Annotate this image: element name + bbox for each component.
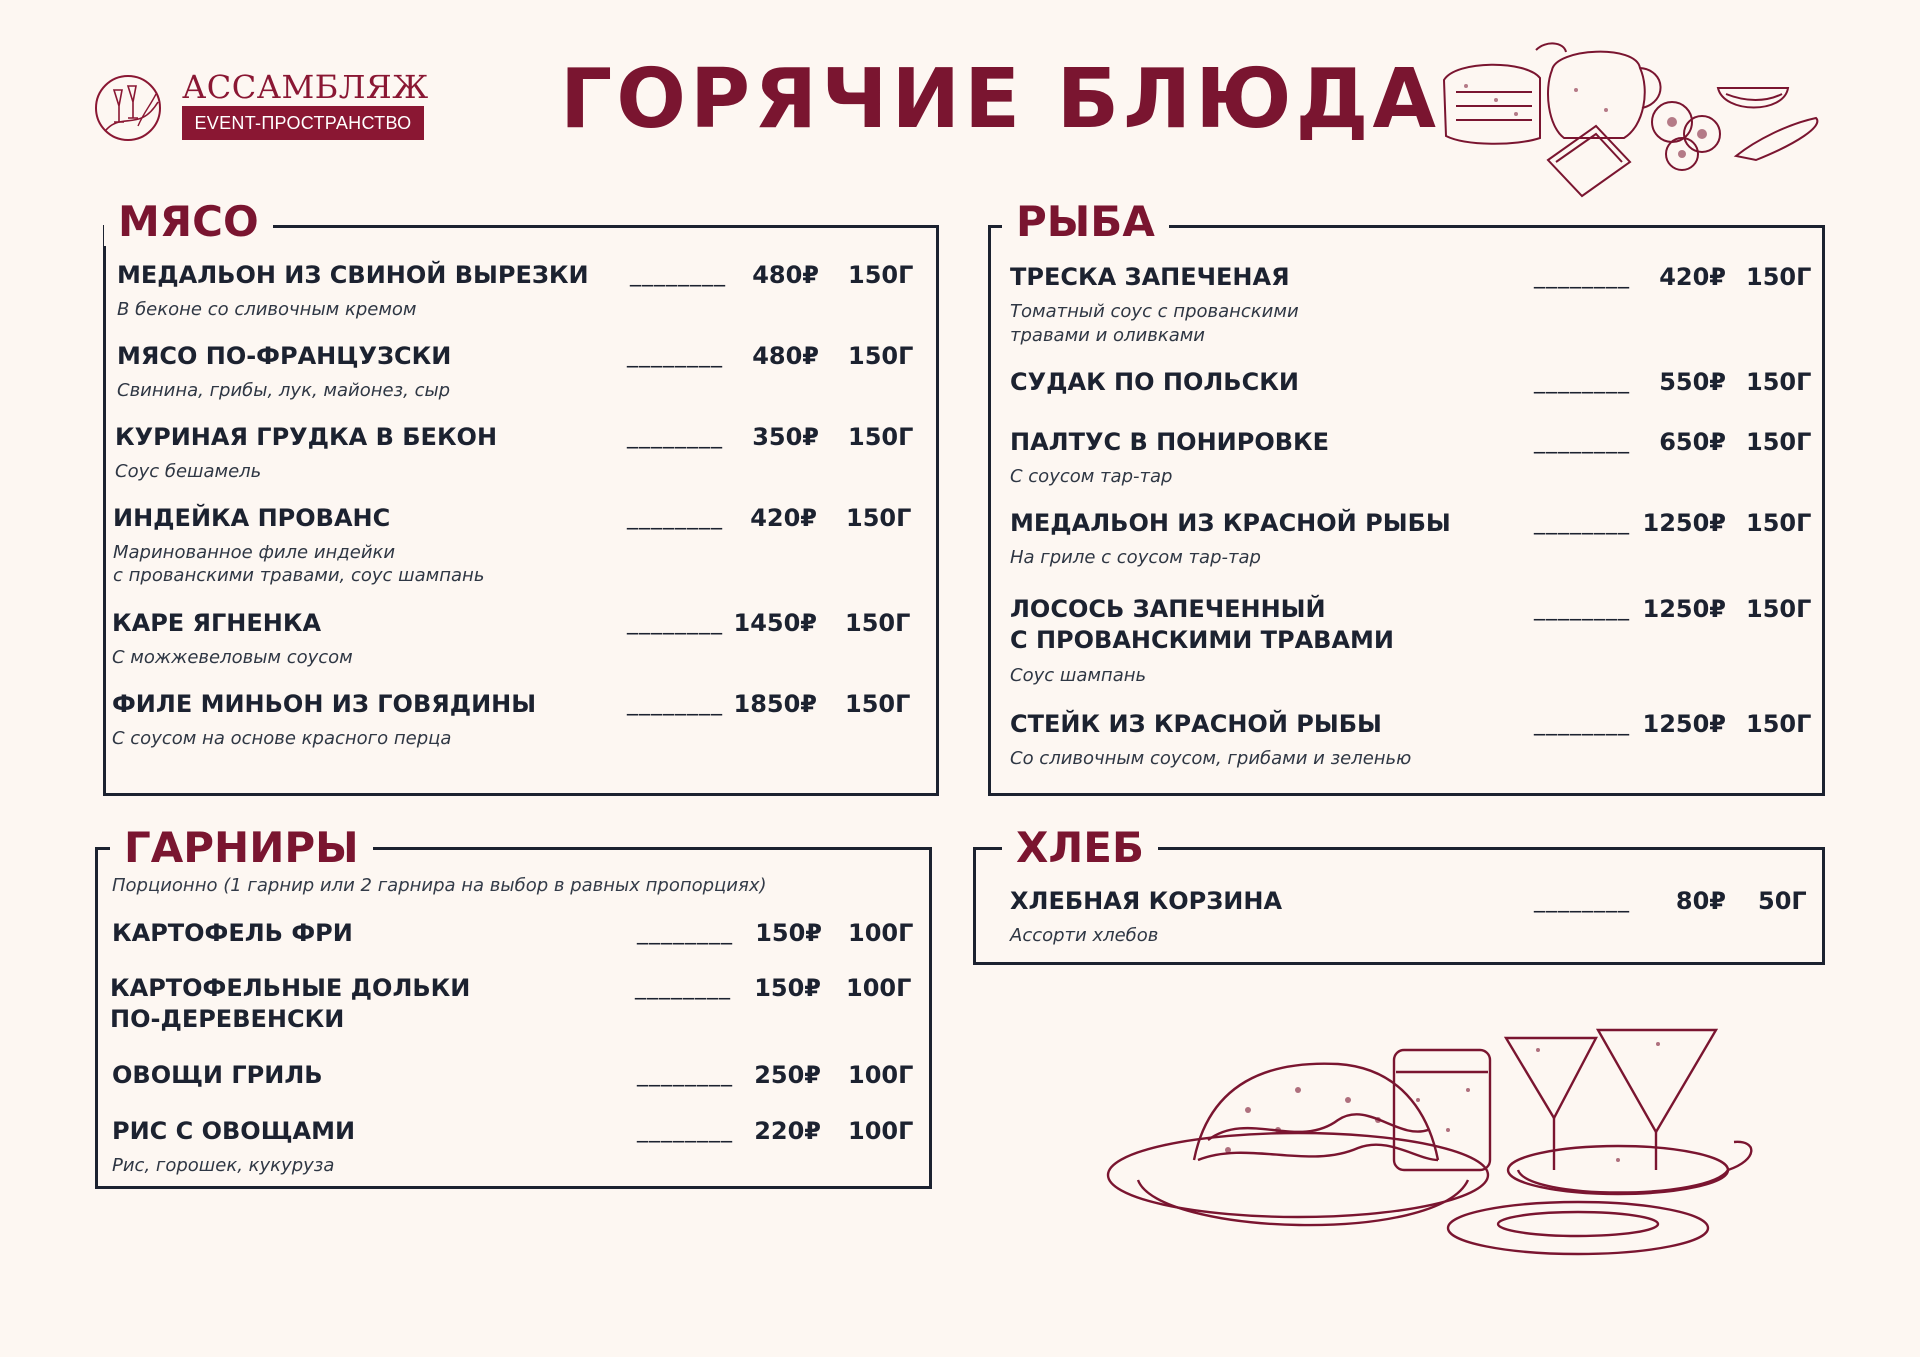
item-description: Соус шампань [1010, 665, 1147, 686]
item-weight: 50Г [1758, 887, 1807, 915]
section-title-fish: РЫБА [1002, 198, 1169, 246]
item-description-line2: с прованскими травами, соус шампань [113, 565, 485, 586]
item-price: 1450₽ [733, 609, 817, 637]
item-leader: ________ [627, 691, 723, 716]
item-weight: 150Г [1746, 509, 1812, 537]
item-price: 1250₽ [1642, 710, 1726, 738]
item-price: 480₽ [752, 261, 819, 289]
item-leader: ________ [1534, 429, 1630, 454]
item-price: 150₽ [755, 919, 822, 947]
item-name: РИС С ОВОЩАМИ [112, 1117, 356, 1145]
item-weight: 150Г [846, 504, 912, 532]
item-name: ТРЕСКА ЗАПЕЧЕНАЯ [1010, 263, 1290, 291]
item-price: 420₽ [1659, 263, 1726, 291]
item-price: 1850₽ [733, 690, 817, 718]
item-description: Свинина, грибы, лук, майонез, сыр [117, 380, 451, 401]
champagne-glasses-icon [92, 72, 168, 142]
item-name-line2: ПО-ДЕРЕВЕНСКИ [110, 1005, 345, 1033]
pasta-and-dishes-illustration-icon [1098, 1020, 1758, 1270]
item-name: КУРИНАЯ ГРУДКА В БЕКОН [115, 423, 498, 451]
item-leader: ________ [627, 424, 723, 449]
item-weight: 150Г [1746, 263, 1812, 291]
section-title-bread: ХЛЕБ [1002, 824, 1158, 872]
item-weight: 150Г [848, 342, 914, 370]
item-price: 80₽ [1675, 887, 1726, 915]
brand-name: АССАМБЛЯЖ [182, 68, 429, 106]
item-name: ИНДЕЙКА ПРОВАНС [113, 504, 391, 532]
item-price: 480₽ [752, 342, 819, 370]
brand-tag: EVENT-ПРОСТРАНСТВО [182, 106, 424, 140]
item-leader: ________ [637, 1118, 733, 1143]
item-description: С соусом на основе красного перца [112, 728, 452, 749]
item-weight: 150Г [1746, 710, 1812, 738]
item-description: С можжевеловым соусом [112, 647, 353, 668]
item-description: С соусом тар-тар [1010, 466, 1173, 487]
item-price: 220₽ [754, 1117, 821, 1145]
item-weight: 100Г [846, 974, 912, 1002]
item-leader: ________ [635, 975, 731, 1000]
item-name: МЕДАЛЬОН ИЗ КРАСНОЙ РЫБЫ [1010, 509, 1451, 537]
section-title-sides: ГАРНИРЫ [110, 824, 373, 872]
item-name: ПАЛТУС В ПОНИРОВКЕ [1010, 428, 1330, 456]
item-leader: ________ [1534, 888, 1630, 913]
item-price: 350₽ [752, 423, 819, 451]
item-description: В беконе со сливочным кремом [117, 299, 417, 320]
item-weight: 150Г [1746, 428, 1812, 456]
item-weight: 150Г [845, 609, 911, 637]
item-weight: 150Г [848, 423, 914, 451]
item-weight: 100Г [848, 1117, 914, 1145]
item-name: МЯСО ПО-ФРАНЦУЗСКИ [117, 342, 452, 370]
item-price: 1250₽ [1642, 509, 1726, 537]
item-leader: ________ [637, 1062, 733, 1087]
item-name: КАРТОФЕЛЬНЫЕ ДОЛЬКИ [110, 974, 471, 1002]
item-description: На гриле с соусом тар-тар [1010, 547, 1261, 568]
item-weight: 100Г [848, 1061, 914, 1089]
item-leader: ________ [1534, 369, 1630, 394]
item-name: ЛОСОСЬ ЗАПЕЧЕННЫЙ [1010, 595, 1326, 623]
item-description: Соус бешамель [115, 461, 262, 482]
item-leader: ________ [627, 610, 723, 635]
item-description: Маринованное филе индейки [113, 542, 396, 563]
item-name: КАРТОФЕЛЬ ФРИ [112, 919, 353, 947]
item-price: 150₽ [754, 974, 821, 1002]
item-weight: 150Г [1746, 595, 1812, 623]
item-leader: ________ [627, 505, 723, 530]
brand-logo [92, 68, 432, 148]
item-price: 420₽ [750, 504, 817, 532]
page-title: ГОРЯЧИЕ БЛЮДА [560, 52, 1441, 147]
item-description-line2: травами и оливками [1010, 325, 1206, 346]
item-price: 550₽ [1659, 368, 1726, 396]
item-description: Томатный соус с прованскими [1010, 301, 1299, 322]
item-description: Ассорти хлебов [1010, 925, 1159, 946]
item-name: КАРЕ ЯГНЕНКА [112, 609, 322, 637]
item-description: Рис, горошек, кукуруза [112, 1155, 335, 1176]
item-name: МЕДАЛЬОН ИЗ СВИНОЙ ВЫРЕЗКИ [117, 261, 589, 289]
section-note: Порционно (1 гарнир или 2 гарнира на выбор в равных пропорциях) [112, 875, 767, 896]
item-name: ХЛЕБНАЯ КОРЗИНА [1010, 887, 1283, 915]
item-leader: ________ [1534, 596, 1630, 621]
item-weight: 150Г [845, 690, 911, 718]
item-leader: ________ [1534, 510, 1630, 535]
bread-and-jug-illustration-icon [1436, 30, 1836, 200]
item-name: СУДАК ПО ПОЛЬСКИ [1010, 368, 1299, 396]
item-price: 1250₽ [1642, 595, 1726, 623]
item-weight: 100Г [848, 919, 914, 947]
item-leader: ________ [637, 920, 733, 945]
item-name: ФИЛЕ МИНЬОН ИЗ ГОВЯДИНЫ [112, 690, 537, 718]
item-leader: ________ [1534, 711, 1630, 736]
item-name: ОВОЩИ ГРИЛЬ [112, 1061, 323, 1089]
item-name-line2: С ПРОВАНСКИМИ ТРАВАМИ [1010, 626, 1395, 654]
item-leader: ________ [1534, 264, 1630, 289]
item-weight: 150Г [848, 261, 914, 289]
item-description: Со сливочным соусом, грибами и зеленью [1010, 748, 1412, 769]
item-price: 250₽ [754, 1061, 821, 1089]
item-name: СТЕЙК ИЗ КРАСНОЙ РЫБЫ [1010, 710, 1382, 738]
item-price: 650₽ [1659, 428, 1726, 456]
section-title-meat: МЯСО [104, 198, 273, 246]
item-leader: ________ [627, 343, 723, 368]
item-leader: ________ [630, 262, 726, 287]
item-weight: 150Г [1746, 368, 1812, 396]
